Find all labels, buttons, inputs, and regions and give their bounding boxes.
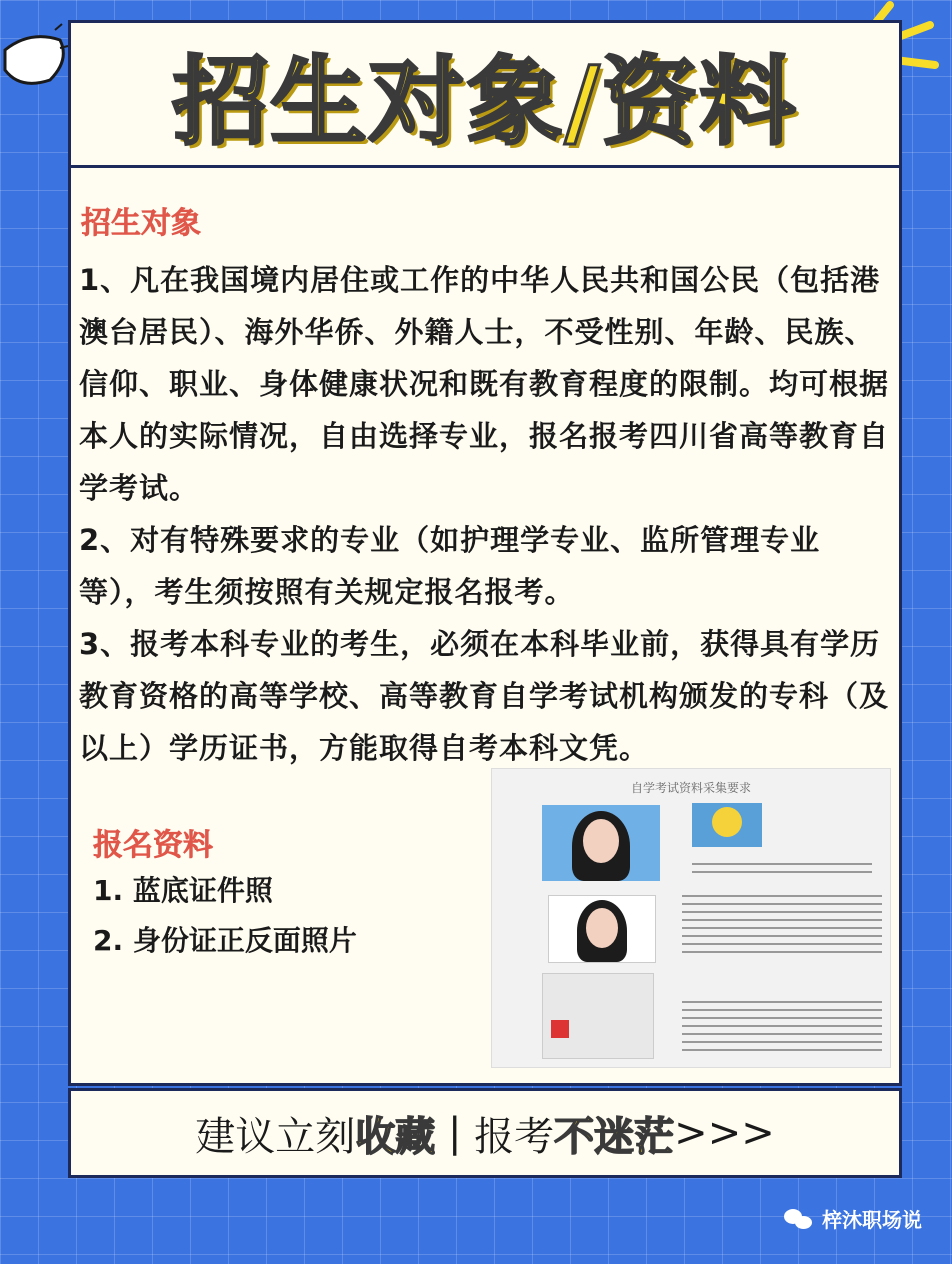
enrollment-item-1: 1、凡在我国境内居住或工作的中华人民共和国公民（包括港澳台居民）、海外华侨、外籍人士，不受性别、年龄、民族、信仰、职业、身体健康状况和既有教育程度的限制。均可根据本人的实际情况，自由选择专业，报名报考四川省高等教育自学考试。 (79, 263, 890, 505)
watermark-text: 梓沐职场说 (822, 1208, 922, 1232)
id-card-image (542, 973, 654, 1059)
title-banner (68, 20, 902, 168)
footer-highlight-collect: 收藏 (355, 1113, 436, 1160)
footer-text-1: 建议立刻 (195, 1113, 356, 1160)
content-panel (68, 168, 902, 1086)
enrollment-text (79, 254, 895, 774)
emoji-photo (692, 803, 762, 847)
footer-highlight-clear: 不迷茫 (554, 1113, 675, 1160)
footer-text-2: 报考 (474, 1113, 555, 1160)
section-heading-enrollment: 招生对象 (81, 206, 201, 241)
footer-separator: | (435, 1110, 475, 1156)
wechat-icon (784, 1207, 814, 1231)
hand-icon (0, 20, 70, 100)
watermark (784, 1204, 922, 1233)
id-photo-1 (542, 805, 660, 881)
enrollment-item-3: 3、报考本科专业的考生，必须在本科毕业前，获得具有学历教育资格的高等学校、高等教育自学考试机构颁发的专科（及以上）学历证书，方能取得自考本科文凭。 (79, 627, 890, 765)
id-photo-2 (548, 895, 656, 963)
enrollment-item-2: 2、对有特殊要求的专业（如护理学专业、监所管理专业等），考生须按照有关规定报名报考。 (79, 523, 821, 609)
footer-arrows: >>> (674, 1110, 775, 1156)
document-header: 自学考试资料采集要求 (630, 781, 751, 795)
page-title: 招生对象/资料 (172, 45, 798, 158)
materials-list (93, 866, 357, 966)
section-heading-materials: 报名资料 (93, 828, 213, 863)
document-sample-image (491, 768, 891, 1068)
list-item: 2. 身份证正反面照片 (93, 924, 357, 957)
footer-banner (68, 1088, 902, 1178)
list-item: 1. 蓝底证件照 (93, 874, 273, 907)
